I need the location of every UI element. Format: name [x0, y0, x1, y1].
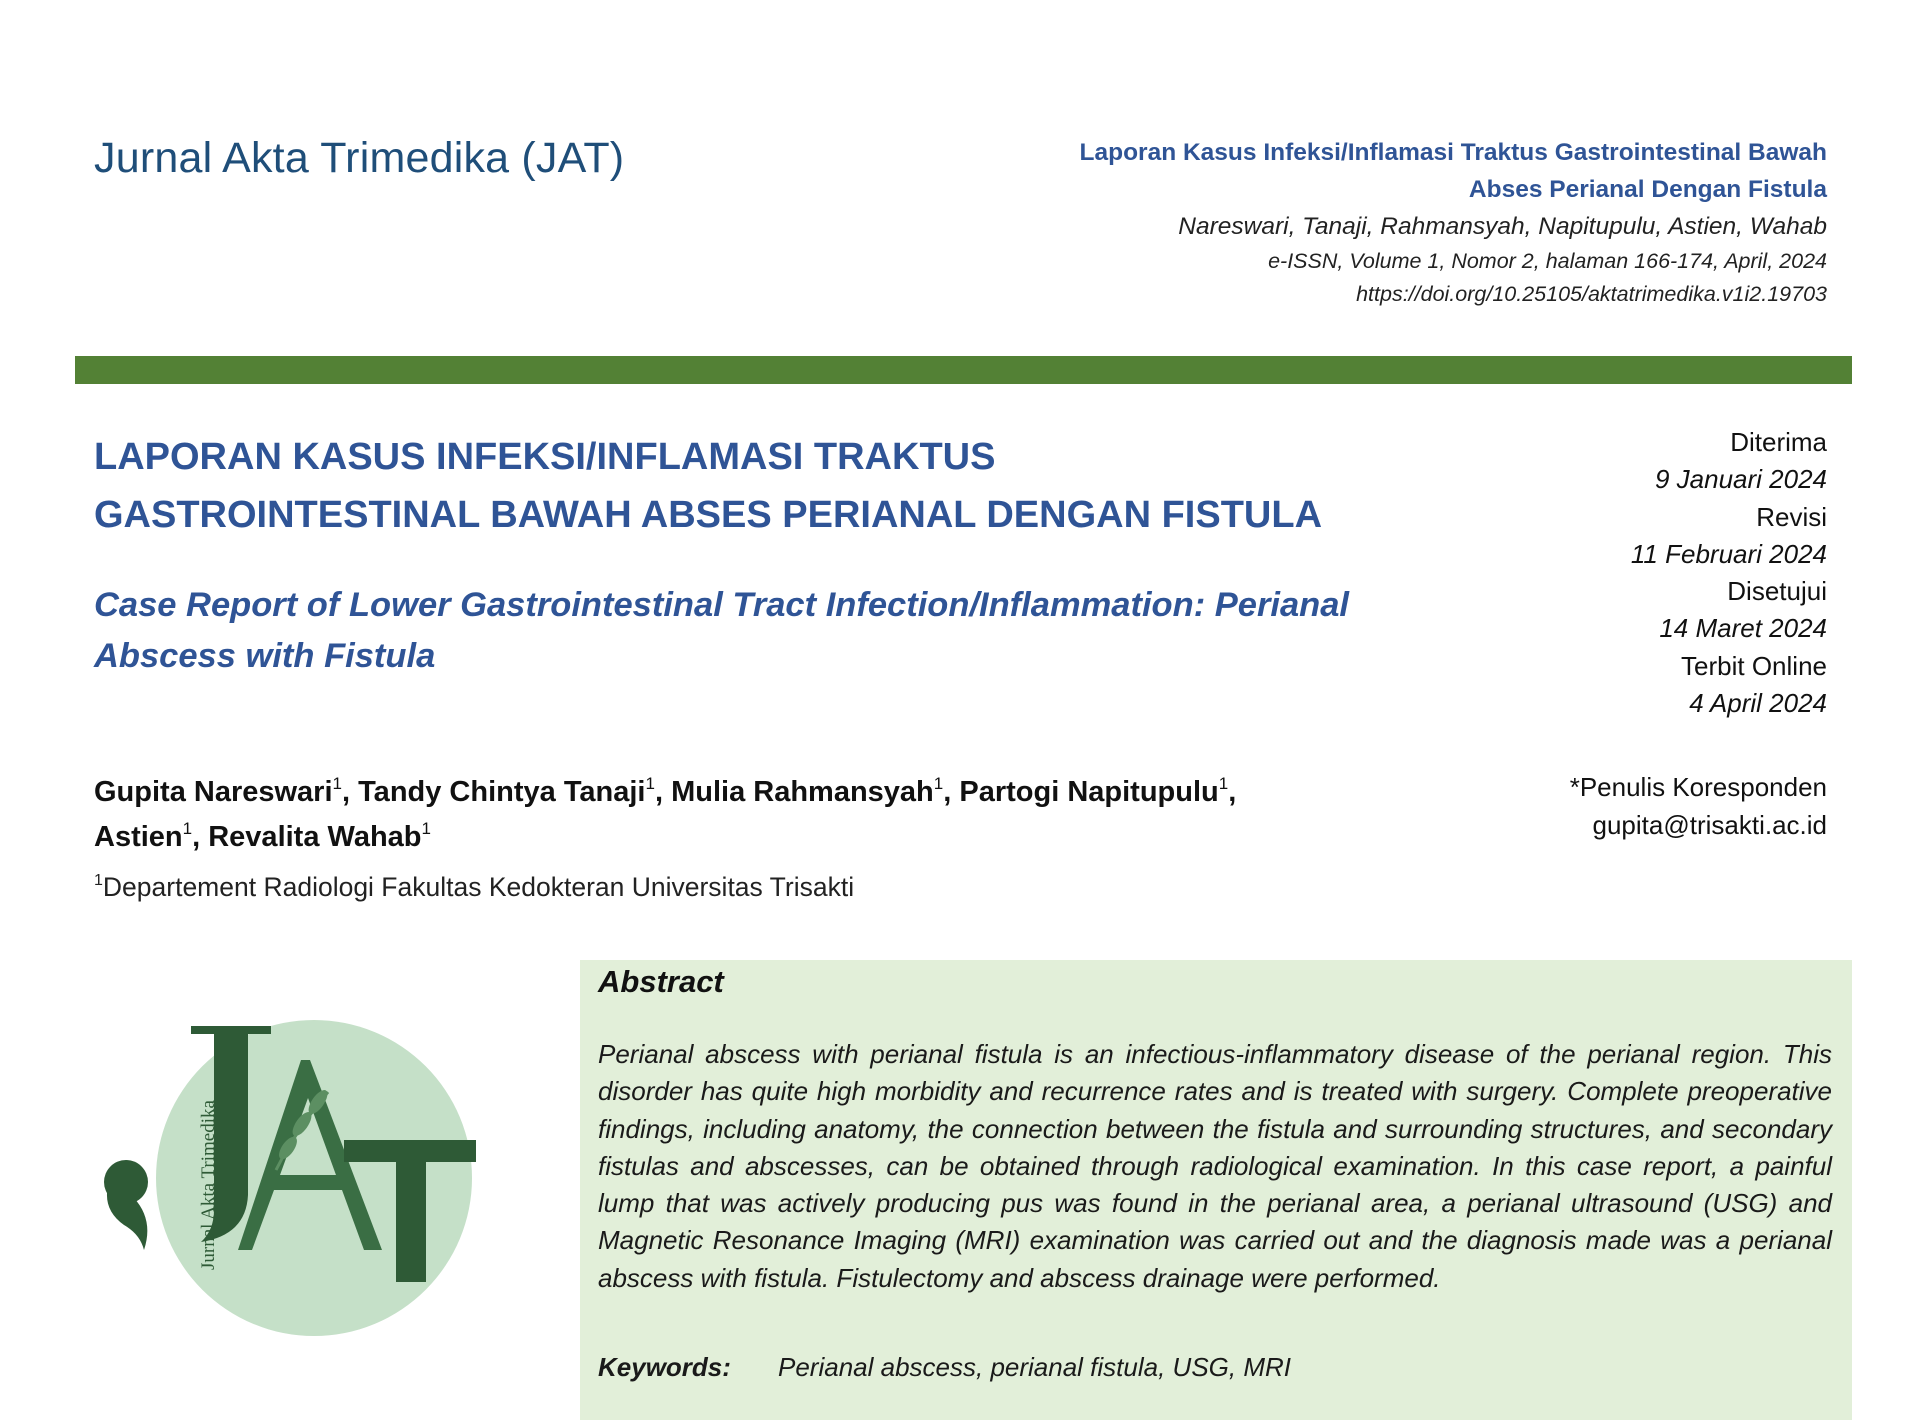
author-affil-mark: 1 [645, 774, 655, 793]
abstract-heading: Abstract [598, 964, 724, 999]
keywords-value: Perianal abscess, perianal fistula, USG, MRI [778, 1352, 1291, 1382]
author-name: Partogi Napitupulu [959, 776, 1219, 808]
author-name: Revalita Wahab [208, 821, 422, 853]
author-affil-mark: 1 [332, 774, 342, 793]
issn-volume-line: e-ISSN, Volume 1, Nomor 2, halaman 166-174, April, 2024 [1268, 249, 1827, 273]
received-label: Diterima [1730, 427, 1827, 457]
revised-label: Revisi [1756, 501, 1827, 532]
accepted-date: 14 Maret 2024 [1659, 613, 1827, 644]
author-separator: , [654, 776, 672, 808]
author-name: Gupita Nareswari [94, 776, 333, 808]
author-affil-mark: 1 [421, 819, 431, 838]
author-affil-mark: 1 [1218, 774, 1229, 793]
revised-date: 11 Februari 2024 [1630, 538, 1827, 569]
keywords-line [598, 1352, 1291, 1383]
author-affil-mark: 1 [182, 819, 193, 838]
abstract-text: Perianal abscess with perianal fistula is an infectious-inflammatory disease of the perianal region. This disorder has quite high morbidity and recurrence rates and is treated with surgery. Complete preoperative findings, including anatomy, the connection between the fistula and surrounding structures, and secondary fistulas and abscesses, can be obtained through radiological examination. In this case report, a painful lump that was actively producing pus was found in the perianal area, a perianal ultrasound (USG) and Magnetic Resonance Imaging (MRI) examination was carried out and the diagnosis made was a perianal abscess with fistula. Fistulectomy and abscess drainage were performed. [598, 1039, 1832, 1293]
jat-logo [96, 1020, 486, 1340]
online-label: Terbit Online [1681, 650, 1827, 681]
affiliation-mark: 1 [94, 872, 103, 889]
article-header-info [927, 134, 1827, 311]
article-dates [1527, 424, 1827, 722]
received-date: 9 Januari 2024 [1654, 464, 1827, 495]
running-title-line-1: Laporan Kasus Infeksi/Inflamasi Traktus Gastrointestinal Bawah [1079, 139, 1827, 166]
doi-link[interactable]: https://doi.org/10.25105/aktatrimedika.v1i2.19703 [1356, 282, 1827, 306]
header-divider-bar [75, 356, 1852, 384]
article-title-english [94, 580, 1434, 682]
author-name: Mulia Rahmansyah [671, 776, 934, 808]
online-date: 4 April 2024 [1689, 688, 1827, 719]
title-en-line-1: Case Report of Lower Gastrointestinal Tract Infection/Inflammation: Perianal [94, 586, 1350, 624]
affiliation-text: Departement Radiologi Fakultas Kedokteran Universitas Trisakti [102, 872, 855, 902]
abstract-box [580, 960, 1852, 1420]
corresponding-label: *Penulis Koresponden [1569, 772, 1827, 802]
title-id-line-1: LAPORAN KASUS INFEKSI/INFLAMASI TRAKTUS [94, 436, 996, 478]
author-separator: , [342, 776, 359, 808]
corresponding-author [1427, 768, 1827, 844]
title-en-line-2: Abscess with Fistula [94, 637, 436, 675]
running-authors: Nareswari, Tanaji, Rahmansyah, Napitupulu, Astien, Wahab [1178, 213, 1827, 240]
accepted-label: Disetujui [1727, 576, 1827, 607]
author-list [94, 770, 1454, 860]
logo-vertical-text: Jurnal Akta Trimedika [198, 1100, 219, 1270]
author-affil-mark: 1 [933, 774, 944, 793]
corresponding-email[interactable]: gupita@trisakti.ac.id [1592, 810, 1827, 840]
title-id-line-2: GASTROINTESTINAL BAWAH ABSES PERIANAL DENGAN FISTULA [94, 494, 1323, 536]
affiliation [94, 872, 854, 903]
running-title-line-2: Abses Perianal Dengan Fistula [1468, 176, 1827, 203]
journal-name: Jurnal Akta Trimedika (JAT) [94, 134, 625, 182]
author-separator: , [192, 821, 209, 853]
author-name: Tandy Chintya Tanaji [358, 776, 646, 808]
keywords-label: Keywords: [598, 1352, 731, 1382]
author-separator: , [1228, 776, 1237, 808]
author-separator: , [943, 776, 960, 808]
author-name: Astien [94, 821, 183, 853]
article-title-indonesian [94, 428, 1414, 544]
